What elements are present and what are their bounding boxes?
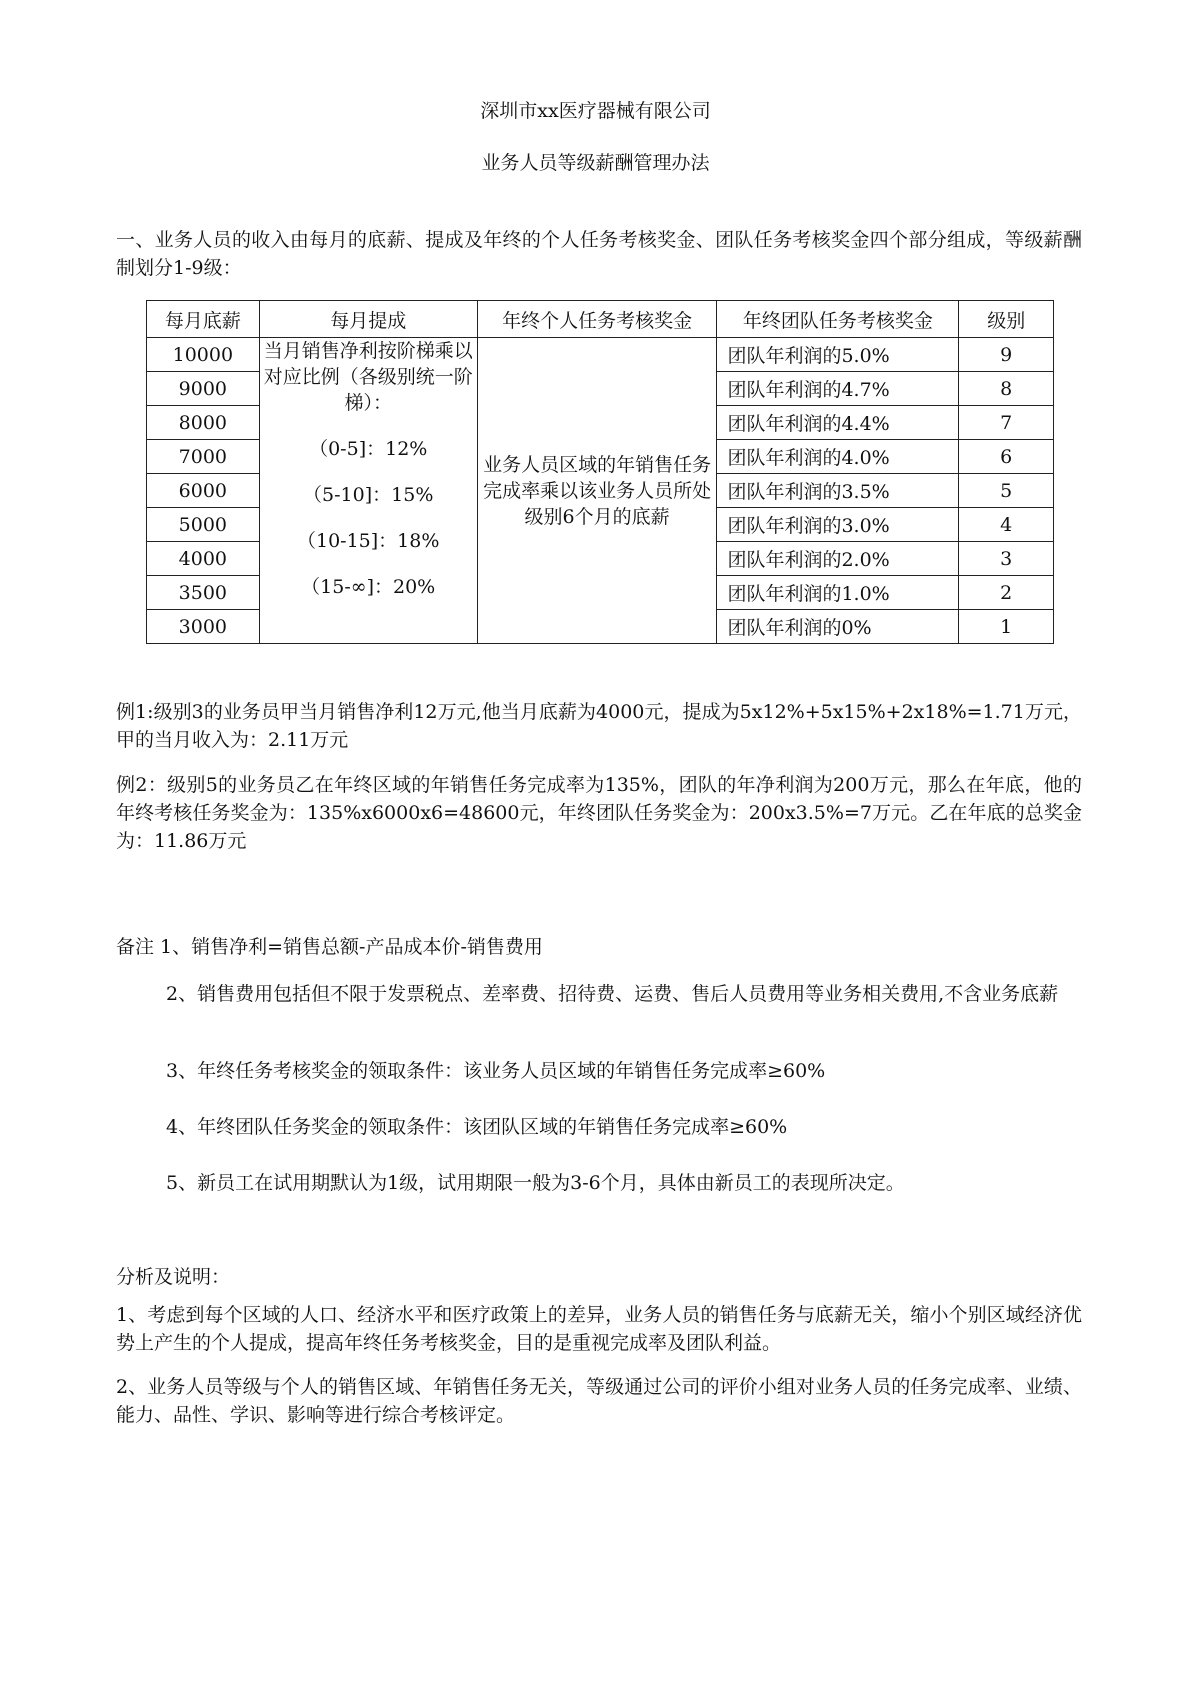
personal-bonus-cell: 业务人员区域的年销售任务完成率乘以该业务人员所处级别6个月的底薪	[477, 338, 717, 644]
salary-cell: 8000	[147, 406, 260, 440]
salary-cell: 4000	[147, 542, 260, 576]
level-cell: 9	[959, 338, 1054, 372]
note-2: 2、销售费用包括但不限于发票税点、差率费、招待费、运费、售后人员费用等业务相关费用,不含业务底薪	[166, 983, 1059, 1005]
team-bonus-cell: 团队年利润的4.4%	[717, 406, 959, 440]
team-bonus-cell: 团队年利润的3.5%	[717, 474, 959, 508]
salary-cell: 5000	[147, 508, 260, 542]
team-bonus-cell: 团队年利润的3.0%	[717, 508, 959, 542]
note-3: 3、年终任务考核奖金的领取条件：该业务人员区域的年销售任务完成率≥60%	[166, 1060, 826, 1082]
salary-cell: 7000	[147, 440, 260, 474]
team-bonus-cell: 团队年利润的0%	[717, 610, 959, 644]
level-cell: 1	[959, 610, 1054, 644]
salary-cell: 9000	[147, 372, 260, 406]
level-cell: 8	[959, 372, 1054, 406]
salary-cell: 3000	[147, 610, 260, 644]
team-bonus-cell: 团队年利润的5.0%	[717, 338, 959, 372]
example-2: 例2：级别5的业务员乙在年终区域的年销售任务完成率为135%，团队的年净利润为200万元，那么在年底，他的年终考核任务奖金为：135%x6000x6=48600元，年终团队任务奖金为：200x3.5%=7万元。乙在年底的总奖金为：11.86万元	[116, 774, 1082, 852]
level-cell: 4	[959, 508, 1054, 542]
analysis-1: 1、考虑到每个区域的人口、经济水平和医疗政策上的差异，业务人员的销售任务与底薪无关，缩小个别区域经济优势上产生的个人提成，提高年终任务考核奖金，目的是重视完成率及团队利益。	[116, 1304, 1082, 1354]
header-monthly-salary: 每月底薪	[147, 301, 260, 338]
note-4: 4、年终团队任务奖金的领取条件：该团队区域的年销售任务完成率≥60%	[166, 1116, 788, 1138]
commission-tier: （0-5]：12%	[309, 438, 428, 460]
salary-cell: 6000	[147, 474, 260, 508]
commission-tier: （15-∞]：20%	[301, 576, 436, 598]
level-cell: 2	[959, 576, 1054, 610]
level-cell: 6	[959, 440, 1054, 474]
analysis-heading: 分析及说明：	[116, 1266, 231, 1288]
team-bonus-cell: 团队年利润的4.7%	[717, 372, 959, 406]
example-1: 例1:级别3的业务员甲当月销售净利12万元,他当月底薪为4000元，提成为5x12%+5x15%+2x18%=1.71万元，甲的当月收入为：2.11万元	[116, 701, 1082, 751]
header-level: 级别	[959, 301, 1054, 338]
commission-tier: （10-15]：18%	[297, 530, 440, 552]
header-team-bonus: 年终团队任务考核奖金	[717, 301, 959, 338]
note-5: 5、新员工在试用期默认为1级，试用期限一般为3-6个月，具体由新员工的表现所决定。	[166, 1172, 905, 1194]
intro-paragraph: 一、业务人员的收入由每月的底薪、提成及年终的个人任务考核奖金、团队任务考核奖金四个部分组成，等级薪酬制划分1-9级：	[116, 229, 1082, 279]
table-header-row	[147, 301, 1054, 338]
salary-cell: 3500	[147, 576, 260, 610]
commission-text: 当月销售净利按阶梯乘以对应比例（各级别统一阶梯）：	[263, 340, 473, 414]
analysis-2: 2、业务人员等级与个人的销售区域、年销售任务无关，等级通过公司的评价小组对业务人员的任务完成率、业绩、能力、品性、学识、影响等进行综合考核评定。	[116, 1376, 1082, 1426]
note-1: 备注 1、销售净利=销售总额-产品成本价-销售费用	[116, 936, 543, 958]
document-title: 业务人员等级薪酬管理办法	[481, 152, 710, 174]
commission-cell	[259, 338, 477, 644]
company-name: 深圳市xx医疗器械有限公司	[480, 100, 711, 122]
level-cell: 5	[959, 474, 1054, 508]
salary-cell: 10000	[147, 338, 260, 372]
team-bonus-cell: 团队年利润的2.0%	[717, 542, 959, 576]
level-cell: 7	[959, 406, 1054, 440]
table-row	[147, 338, 1054, 372]
salary-table	[146, 300, 1054, 644]
header-monthly-commission: 每月提成	[259, 301, 477, 338]
commission-tier: （5-10]：15%	[303, 484, 434, 506]
team-bonus-cell: 团队年利润的1.0%	[717, 576, 959, 610]
header-personal-bonus: 年终个人任务考核奖金	[477, 301, 717, 338]
level-cell: 3	[959, 542, 1054, 576]
team-bonus-cell: 团队年利润的4.0%	[717, 440, 959, 474]
